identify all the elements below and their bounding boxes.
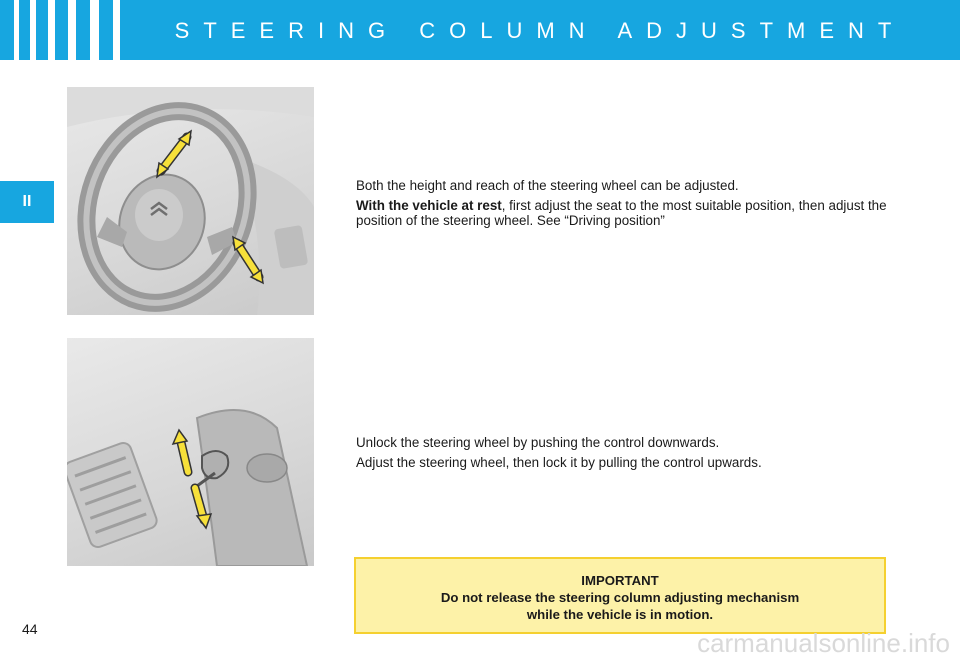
chapter-tab[interactable]: II	[0, 181, 54, 223]
header-bar	[0, 0, 960, 60]
important-notice	[354, 557, 886, 634]
adjustment-lever-illustration	[67, 338, 314, 566]
important-line: Do not release the steering column adjusting mechanism	[440, 590, 800, 605]
important-line: while the vehicle is in motion.	[526, 607, 714, 622]
page-number: 44	[22, 621, 38, 637]
unlock-arrow-icon	[173, 430, 188, 472]
paragraph: Unlock the steering wheel by pushing the control downwards.	[356, 435, 720, 450]
header-stripes	[0, 0, 120, 60]
adjust-arrow-icon	[157, 131, 191, 177]
paragraph: Both the height and reach of the steering wheel can be adjusted.	[356, 178, 739, 193]
section-height-reach-text	[356, 178, 896, 233]
steering-wheel-illustration	[67, 87, 314, 315]
paragraph: With the vehicle at rest, first adjust the seat to the most suitable position, then adjust the position of the steering wheel. See “Driving position”	[356, 198, 887, 228]
paragraph: Adjust the steering wheel, then lock it by pulling the control upwards.	[356, 455, 762, 470]
page-title: STEERING COLUMN ADJUSTMENT	[174, 18, 906, 43]
watermark: carmanualsonline.info	[697, 628, 950, 658]
important-heading: IMPORTANT	[581, 573, 659, 588]
section-lever-text	[356, 435, 896, 475]
